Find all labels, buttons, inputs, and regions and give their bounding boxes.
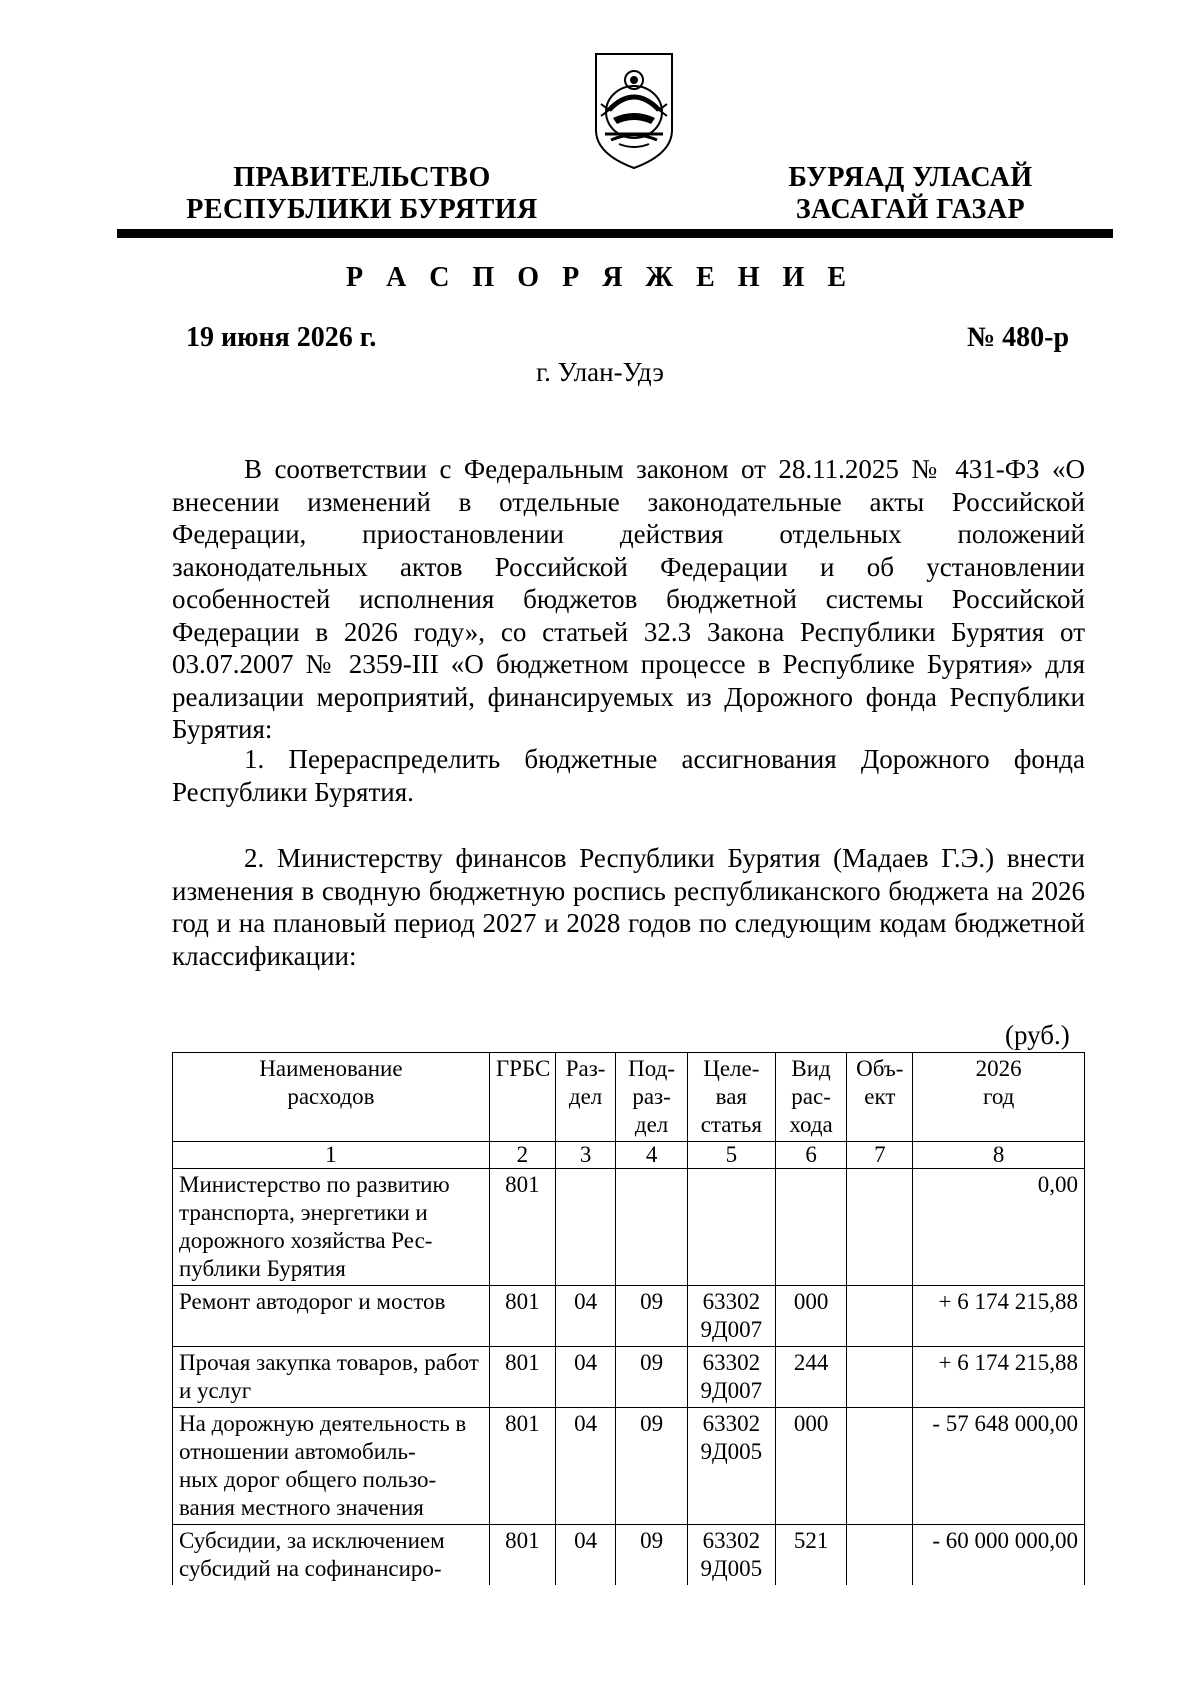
row-name: Министерство по развитию транспорта, энергетики и дорожного хозяйства Рес- публики Бурятия [173,1169,490,1286]
row-amount: 0,00 [913,1169,1085,1286]
coat-of-arms-icon [591,50,677,172]
row-object [847,1347,913,1408]
government-name-buryat-line-2: ЗАСАГАЙ ГАЗАР [795,194,1026,225]
header-expense-type: Вид рас- хода [775,1053,847,1142]
column-number: 3 [555,1142,616,1169]
row-name: Ремонт автодорог и мостов [173,1286,490,1347]
row-amount: - 57 648 000,00 [913,1408,1085,1525]
table-row [173,1408,1085,1525]
row-name: Прочая закупка товаров, работ и услуг [173,1347,490,1408]
table-row [173,1347,1085,1408]
row-name: Субсидии, за исключением субсидий на софинансиро- [173,1525,490,1586]
header-expense-name: Наименование расходов [173,1053,490,1142]
column-number: 4 [616,1142,688,1169]
row-amount: + 6 174 215,88 [913,1347,1085,1408]
row-target: 63302 9Д005 [687,1525,775,1586]
row-podrazdel: 09 [616,1525,688,1586]
header-target-article: Целе- вая статья [687,1053,775,1142]
budget-table [172,1052,1085,1585]
row-vid: 521 [775,1525,847,1586]
row-vid: 000 [775,1286,847,1347]
header-object: Объ- ект [847,1053,913,1142]
item-1-paragraph: 1. Перераспределить бюджетные ассигнования Дорожного фонда Республики Бурятия. [172,744,1085,807]
table-header-row [173,1053,1085,1142]
item-2-paragraph: 2. Министерству финансов Республики Бурятия (Мадаев Г.Э.) внести изменения в сводную бюджетную роспись республиканского бюджета на 2026 год и на плановый период 2027 и 2028 годов по следующим кодам бюджетной классификации: [172,843,1085,971]
column-number: 7 [847,1142,913,1169]
row-razdel [555,1169,616,1286]
table-unit-label: (руб.) [1005,1020,1070,1050]
row-razdel: 04 [555,1347,616,1408]
row-object [847,1525,913,1586]
row-grbs: 801 [489,1169,555,1286]
row-razdel: 04 [555,1286,616,1347]
government-name-russian [172,162,552,226]
document-city: г. Улан-Удэ [536,357,664,387]
row-target [687,1169,775,1286]
row-grbs: 801 [489,1286,555,1347]
row-name: На дорожную деятельность в отношении автомобиль- ных дорог общего пользо- вания местного значения [173,1408,490,1525]
column-number-row [173,1142,1085,1169]
row-grbs: 801 [489,1525,555,1586]
row-object [847,1408,913,1525]
row-podrazdel: 09 [616,1408,688,1525]
header-rule [117,229,1113,238]
column-number: 1 [173,1142,490,1169]
header-grbs: ГРБС [489,1053,555,1142]
document-type-title: Р А С П О Р Я Ж Е Н И Е [345,262,855,293]
row-target: 63302 9Д007 [687,1347,775,1408]
table-row [173,1169,1085,1286]
row-razdel: 04 [555,1408,616,1525]
header-razdel: Раз- дел [555,1053,616,1142]
row-object [847,1286,913,1347]
table-row [173,1286,1085,1347]
document-date: 19 июня 2026 г. [186,322,377,353]
row-target: 63302 9Д007 [687,1286,775,1347]
header-podrazdel: Под- раз- дел [616,1053,688,1142]
government-name-line-1: ПРАВИТЕЛЬСТВО [233,162,491,193]
row-target: 63302 9Д005 [687,1408,775,1525]
row-vid [775,1169,847,1286]
row-podrazdel: 09 [616,1286,688,1347]
document-number: № 480-р [967,322,1070,353]
row-vid: 244 [775,1347,847,1408]
government-name-buryat-line-1: БУРЯАД УЛАСАЙ [788,162,1033,193]
government-name-line-2: РЕСПУБЛИКИ БУРЯТИЯ [186,194,538,225]
row-amount: - 60 000 000,00 [913,1525,1085,1586]
column-number: 2 [489,1142,555,1169]
row-vid: 000 [775,1408,847,1525]
header-year-2026: 2026 год [913,1053,1085,1142]
row-amount: + 6 174 215,88 [913,1286,1085,1347]
row-razdel: 04 [555,1525,616,1586]
row-object [847,1169,913,1286]
column-number: 8 [913,1142,1085,1169]
intro-paragraph: В соответствии с Федеральным законом от 28.11.2025 № 431-ФЗ «О внесении изменений в отдельные законодательные акты Российской Федерации, приостановлении действия отдельных положений законодательных актов Российской Федерации и об установлении особенностей исполнения бюджетов бюджетной системы Российской Федерации в 2026 году», со статьей 32.3 Закона Республики Бурятия от 03.07.2007 № 2359-III «О бюджетном процессе в Республике Бурятия» для реализации мероприятий, финансируемых из Дорожного фонда Республики Бурятия: [172,454,1085,744]
column-number: 5 [687,1142,775,1169]
row-grbs: 801 [489,1347,555,1408]
government-name-buryat [768,162,1053,226]
row-podrazdel: 09 [616,1347,688,1408]
column-number: 6 [775,1142,847,1169]
row-podrazdel [616,1169,688,1286]
row-grbs: 801 [489,1408,555,1525]
table-row [173,1525,1085,1586]
